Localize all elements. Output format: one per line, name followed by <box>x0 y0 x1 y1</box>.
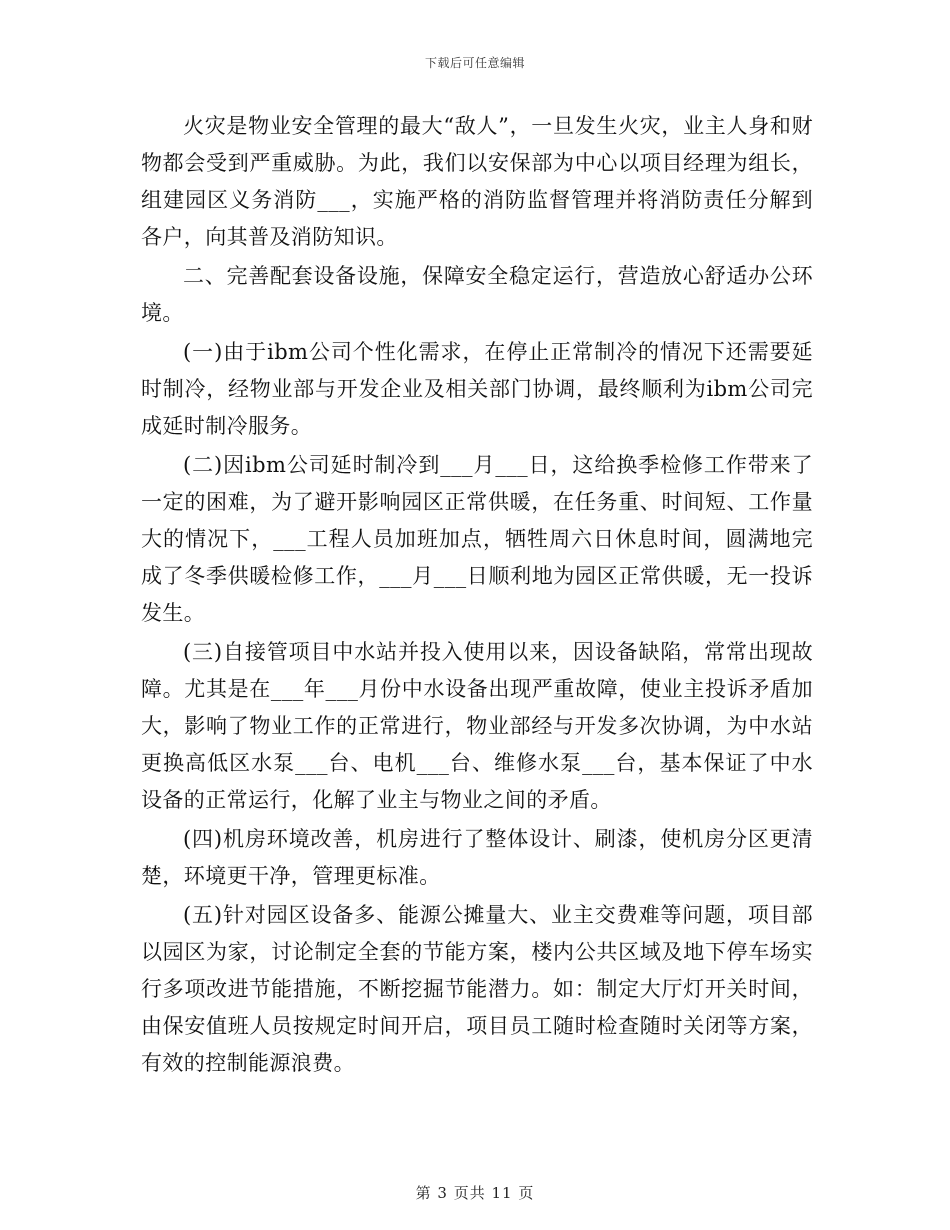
paragraph-item-5: (五)针对园区设备多、能源公摊量大、业主交费难等问题，项目部以园区为家，讨论制定全套的节能方案，楼内公共区域及地下停车场实行多项改进节能措施，不断挖掘节能潜力。如：制定大厅灯开关时间，由保安值班人员按规定时间开启，项目员工随时检查随时关闭等方案，有效的控制能源浪费。 <box>141 903 813 1075</box>
paragraph-item-1: (一)由于ibm公司个性化需求，在停止正常制冷的情况下还需要延时制冷，经物业部与开发企业及相关部门协调，最终顺利为ibm公司完成延时制冷服务。 <box>141 340 813 438</box>
paragraph-fire-safety: 火灾是物业安全管理的最大“敌人”，一旦发生火灾，业主人身和财物都会受到严重威胁。为此，我们以安保部为中心以项目经理为组长，组建园区义务消防___，实施严格的消防监督管理并将消防责任分解到各户，向其普及消防知识。 <box>141 114 813 249</box>
document-body <box>141 108 813 1084</box>
paragraph-section-two-heading: 二、完善配套设备设施，保障安全稳定运行，营造放心舒适办公环境。 <box>141 264 813 325</box>
paragraph-item-3: (三)自接管项目中水站并投入使用以来，因设备缺陷，常常出现故障。尤其是在___年___月份中水设备出现严重故障，使业主投诉矛盾加大，影响了物业工作的正常进行，物业部经与开发多次协调，为中水站更换高低区水泵___台、电机___台、维修水泵___台，基本保证了中水设备的正常运行，化解了业主与物业之间的矛盾。 <box>141 640 813 812</box>
paragraph-item-2: (二)因ibm公司延时制冷到___月___日，这给换季检修工作带来了一定的困难，为了避开影响园区正常供暖，在任务重、时间短、工作量大的情况下，___工程人员加班加点，牺牲周六日休息时间，圆满地完成了冬季供暖检修工作，___月___日顺利地为园区正常供暖，无一投诉发生。 <box>141 453 813 625</box>
paragraph-item-4: (四)机房环境改善，机房进行了整体设计、刷漆，使机房分区更清楚，环境更干净，管理更标准。 <box>141 827 813 888</box>
page-header: 下载后可任意编辑 <box>424 56 525 70</box>
page-number: 第 3 页共 11 页 <box>415 1184 535 1202</box>
